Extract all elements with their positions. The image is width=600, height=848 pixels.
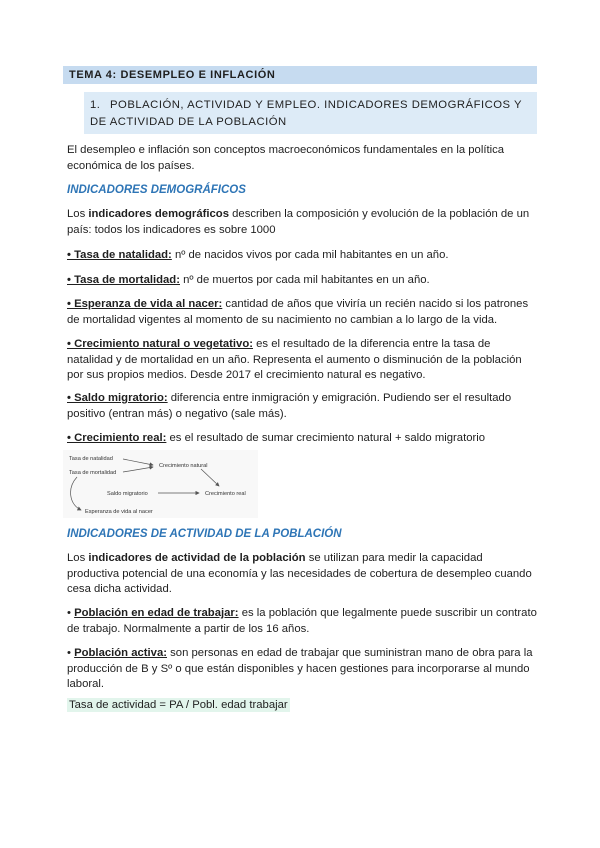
- item-bullet: •: [67, 647, 75, 659]
- item-text: cantidad de años que viviría un recién nacido si los patrones de mortalidad vigentes al momento de su nacimiento no cambian a lo largo de la vida.: [67, 298, 529, 326]
- item-edad-trabajar: [67, 606, 537, 637]
- item-term: • Tasa de mortalidad:: [67, 274, 180, 286]
- document-title: TEMA 4: DESEMPLEO E INFLACIÓN: [63, 66, 537, 84]
- item-text: es la población que legalmente puede suscribir un contrato de trabajo. Normalmente a partir de los 16 años.: [67, 607, 537, 635]
- diagram-natalidad: Tasa de natalidad: [69, 456, 113, 462]
- demographic-heading: INDICADORES DEMOGRÁFICOS: [67, 184, 246, 196]
- diagram-mortalidad: Tasa de mortalidad: [69, 470, 117, 476]
- item-crecimiento-natural: [67, 337, 537, 384]
- item-term: • Saldo migratorio:: [67, 392, 168, 404]
- intro-paragraph: El desempleo e inflación son conceptos macroeconómicos fundamentales en la política económica de los países.: [67, 144, 505, 172]
- item-term: Población activa:: [74, 647, 168, 659]
- item-text: es el resultado de sumar crecimiento natural + saldo migratorio: [166, 432, 486, 444]
- item-mortalidad: [67, 273, 537, 289]
- item-bullet: •: [67, 607, 75, 619]
- section-title-line1: POBLACIÓN, ACTIVIDAD Y EMPLEO. INDICADORES DEMOGRÁFICOS Y: [110, 99, 523, 111]
- item-text: diferencia entre inmigración y emigración. Pudiendo ser el resultado positivo (entran más) o negativo (sale más).: [67, 392, 512, 420]
- formula-text: Tasa de actividad = PA / Pobl. edad trabajar: [69, 699, 288, 711]
- lead-text: Los: [67, 208, 89, 220]
- activity-heading: INDICADORES DE ACTIVIDAD DE LA POBLACIÓN: [67, 528, 342, 540]
- item-saldo-migratorio: [67, 391, 537, 422]
- item-text: nº de nacidos vivos por cada mil habitantes en un año.: [171, 249, 449, 261]
- section-number: 1.: [90, 99, 101, 111]
- section-title-line2: DE ACTIVIDAD DE LA POBLACIÓN: [90, 116, 287, 128]
- item-term: • Esperanza de vida al nacer:: [67, 298, 223, 310]
- diagram-crecimiento-natural: Crecimiento natural: [159, 463, 208, 469]
- item-natalidad: [67, 248, 537, 264]
- lead-bold: indicadores de actividad de la población: [88, 552, 306, 564]
- item-poblacion-activa: [67, 646, 537, 693]
- demographic-lead: [67, 207, 537, 238]
- diagram-esperanza: Esperanza de vida al nacer: [85, 509, 153, 515]
- item-crecimiento-real: [67, 431, 537, 447]
- activity-lead: [67, 551, 537, 598]
- item-term: • Crecimiento natural o vegetativo:: [67, 338, 254, 350]
- growth-diagram: [63, 450, 258, 518]
- activity-formula: [67, 698, 290, 714]
- section-heading: [84, 92, 537, 134]
- item-term: • Crecimiento real:: [67, 432, 167, 444]
- lead-text: se utilizan para medir la capacidad productiva potencial de una economía y las necesidades de cobertura de desempleo cuando cesa dicha actividad.: [67, 552, 532, 596]
- item-term: • Tasa de natalidad:: [67, 249, 172, 261]
- item-text: son personas en edad de trabajar que suministran mano de obra para la producción de B y Sº o que están disponibles y hacen gestiones para incorporarse al mundo laboral.: [67, 647, 533, 691]
- lead-text: describen la composición y evolución de la población de un país: todos los indicadores es sobre 1000: [67, 208, 530, 236]
- diagram-saldo: Saldo migratorio: [107, 491, 148, 497]
- item-text: nº de muertos por cada mil habitantes en un año.: [179, 274, 430, 286]
- lead-bold: indicadores demográficos: [88, 208, 229, 220]
- item-text: es el resultado de la diferencia entre la tasa de natalidad y de mortalidad en un año. Representa el aumento o disminución de la población por sus propios medios. Desde 2017 el crecimiento natural es negativo.: [67, 338, 522, 382]
- diagram-crecimiento-real: Crecimiento real: [205, 491, 246, 497]
- item-esperanza: [67, 297, 537, 328]
- lead-text: Los: [67, 552, 89, 564]
- item-term: Población en edad de trabajar:: [74, 607, 239, 619]
